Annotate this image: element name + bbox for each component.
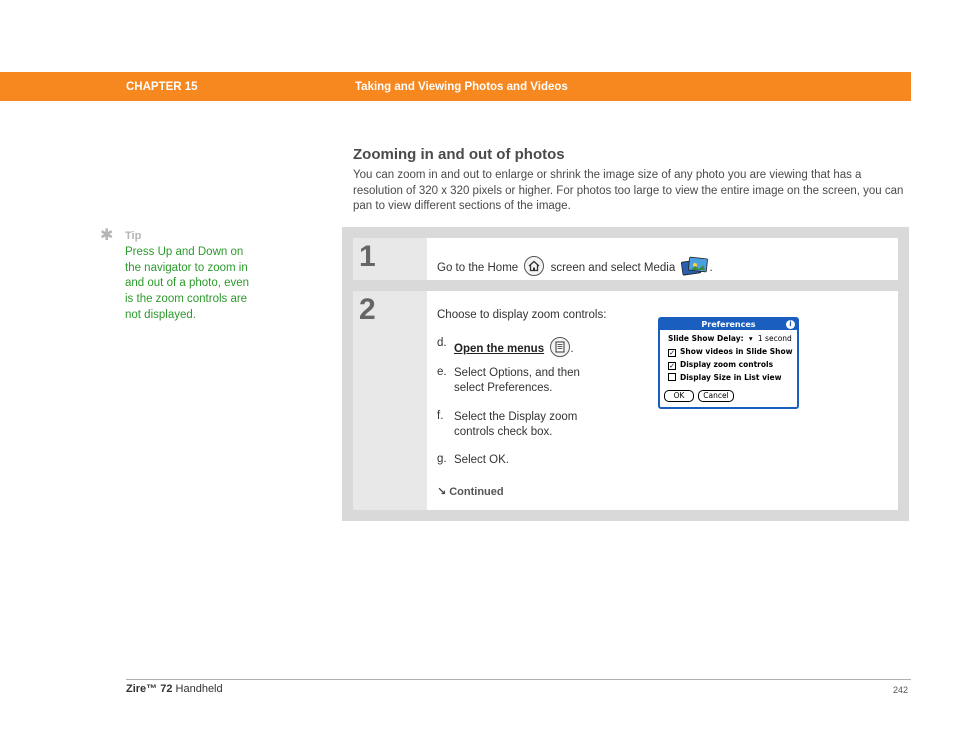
- section-title: Zooming in and out of photos: [353, 146, 565, 163]
- step-1-text-a: Go to the Home: [437, 262, 519, 274]
- step-number-column: [353, 291, 427, 510]
- step-2: [353, 291, 898, 510]
- pref-option-label: Show videos in Slide Show: [680, 347, 793, 356]
- substep-f-line2: controls check box.: [454, 425, 553, 438]
- chapter-header-bar: [0, 72, 911, 101]
- asterisk-icon: ✱: [100, 227, 114, 244]
- preferences-title: Preferences: [660, 319, 797, 330]
- dropdown-arrow-icon: ▾: [746, 334, 756, 343]
- pref-option-label: Display Size in List view: [680, 373, 782, 382]
- tip-line: not displayed.: [125, 308, 196, 321]
- slide-delay-row: [668, 334, 792, 343]
- checkbox-checked-icon: ✓: [669, 349, 675, 357]
- substep-g-body: Select OK.: [454, 454, 509, 466]
- step-1: [353, 238, 898, 280]
- pref-option-label: Display zoom controls: [680, 360, 774, 369]
- tip-text: [125, 245, 275, 324]
- ok-button: OK: [664, 390, 694, 402]
- step-number: 2: [359, 293, 376, 326]
- footer-product-suffix: Handheld: [172, 683, 223, 695]
- step-number: 1: [359, 240, 376, 273]
- continued-label: Continued: [449, 486, 504, 498]
- chapter-label: CHAPTER 15: [126, 81, 198, 93]
- continued-arrow-icon: ↘: [437, 486, 447, 498]
- substep-e-line1: Select Options, and then: [454, 367, 580, 379]
- substep-letter: g.: [437, 453, 447, 465]
- continued-link[interactable]: [437, 485, 504, 498]
- substep-e-line2: select Preferences.: [454, 381, 553, 394]
- substep-letter: f.: [437, 410, 444, 422]
- footer-divider: [126, 679, 911, 680]
- checkbox-checked-icon: ✓: [669, 362, 675, 370]
- step-2-intro: Choose to display zoom controls:: [437, 309, 607, 321]
- substep-f-body: [454, 410, 577, 439]
- pref-option: [668, 347, 793, 357]
- footer-product-name: Zire™ 72: [126, 683, 173, 695]
- page-number: 242: [893, 685, 909, 695]
- steps-panel: [342, 227, 909, 521]
- section-intro: You can zoom in and out to enlarge or shrink the image size of any photo you are viewing that has a resolution of 320 x 320 pixels or higher. For photos too large to view the entire image on the screen, you can pan to view different sections of the image.: [353, 169, 904, 212]
- slide-delay-value: 1 second: [757, 334, 792, 343]
- cancel-button: Cancel: [698, 390, 734, 402]
- substep-e-body: [454, 366, 580, 395]
- slide-delay-label: Slide Show Delay:: [668, 334, 744, 343]
- tip-label: Tip: [125, 230, 142, 242]
- substep-letter: e.: [437, 366, 447, 378]
- checkbox-unchecked-icon: [668, 373, 676, 381]
- footer-product: [126, 683, 223, 695]
- tip-line: is the zoom controls are: [125, 293, 248, 306]
- tip-line: the navigator to zoom in: [125, 261, 248, 274]
- tip-line: and out of a photo, even: [125, 277, 250, 290]
- pref-option: [668, 360, 773, 370]
- step-number-column: [353, 238, 427, 280]
- preferences-dialog: [658, 317, 799, 409]
- menu-icon: [550, 337, 570, 357]
- step-1-text: [437, 256, 713, 276]
- substep-f-line1: Select the Display zoom: [454, 411, 578, 423]
- tip-line: Press Up and Down on: [125, 246, 244, 258]
- media-icon: [681, 256, 709, 276]
- chapter-title: Taking and Viewing Photos and Videos: [355, 81, 568, 93]
- open-menus-link[interactable]: Open the menus: [454, 343, 545, 355]
- step-1-text-b: screen and select Media: [550, 262, 676, 274]
- substep-d-body: [454, 337, 574, 357]
- step-1-text-c: .: [709, 262, 713, 274]
- home-icon: [524, 256, 544, 276]
- info-icon: i: [786, 320, 795, 329]
- pref-option: [668, 373, 782, 382]
- substep-d-end: .: [570, 343, 574, 355]
- substep-letter: d.: [437, 337, 447, 349]
